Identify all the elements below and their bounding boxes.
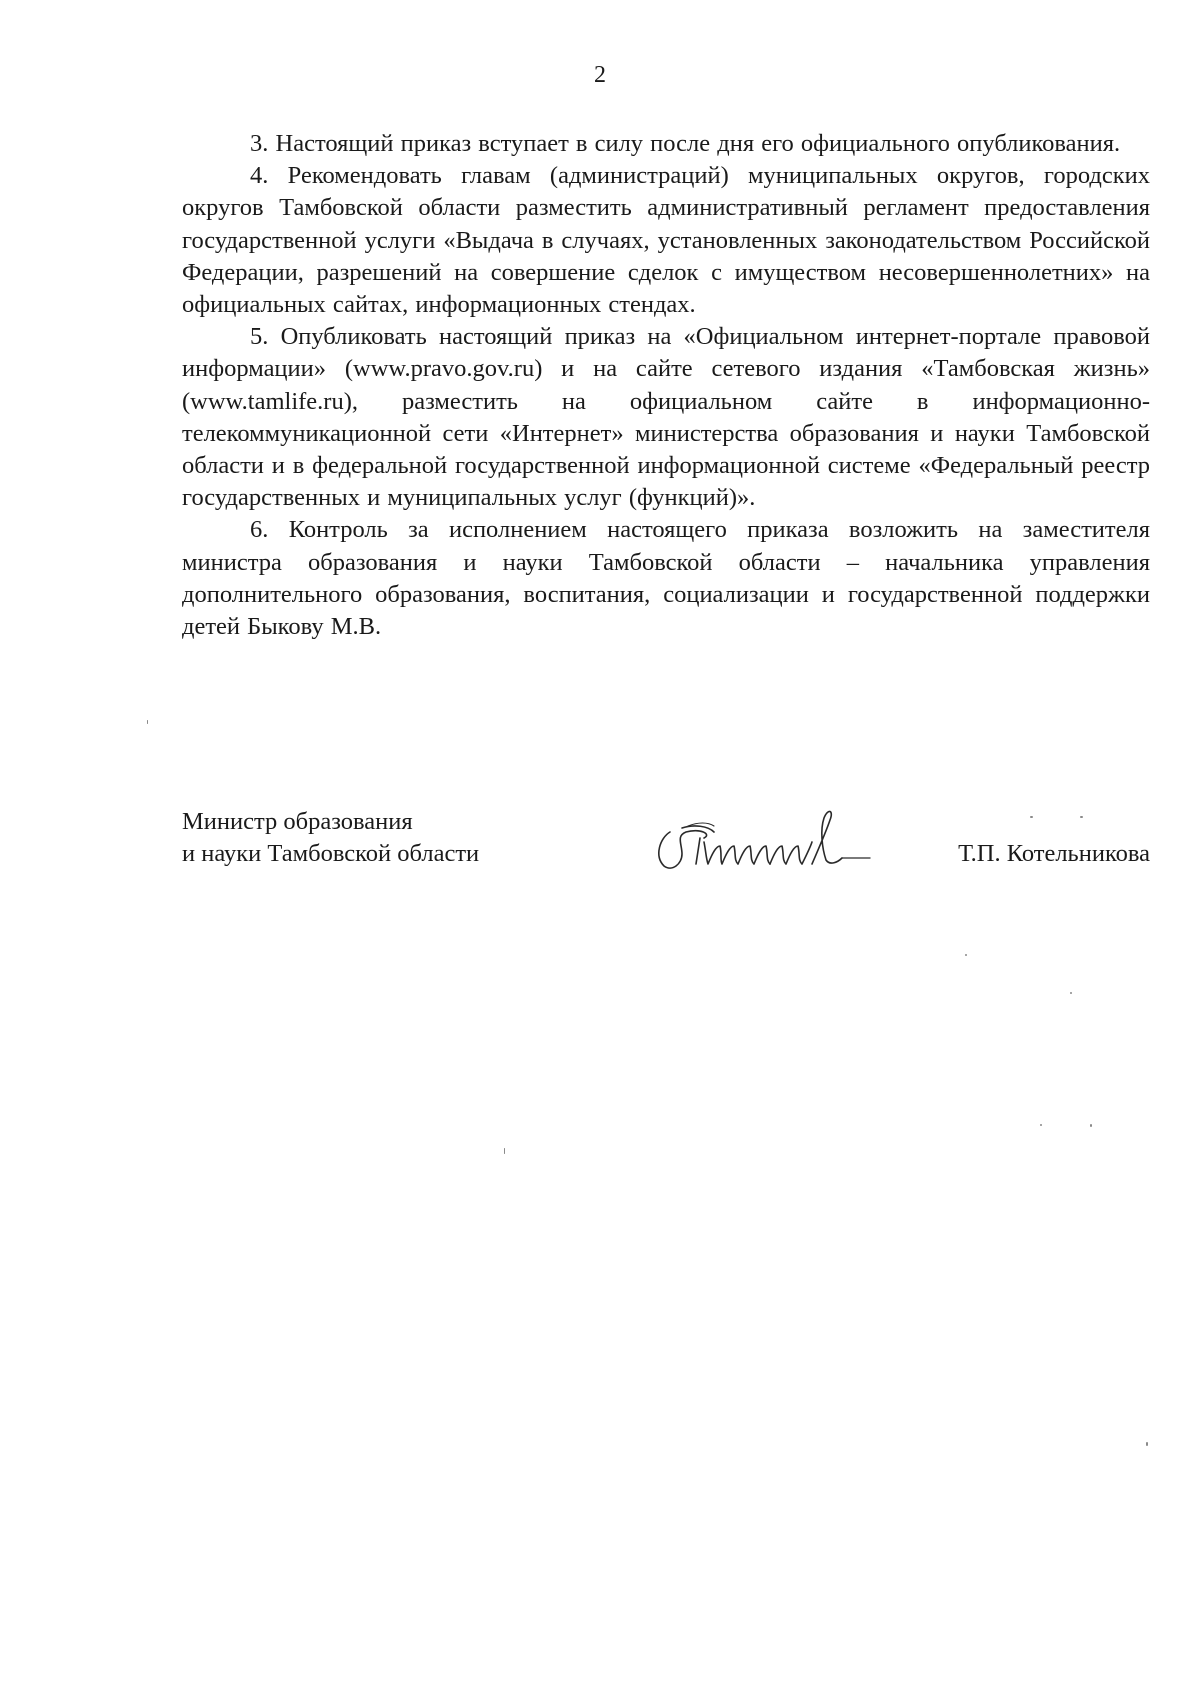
document-body	[182, 128, 1150, 643]
handwritten-signature	[642, 798, 872, 878]
signatory-name: Т.П. Котельникова	[958, 840, 1150, 867]
scan-speck	[504, 1148, 505, 1154]
scan-speck	[147, 720, 148, 724]
paragraph-item-5: 5. Опубликовать настоящий приказ на «Официальном интернет-портале правовой информации» (www.pravo.gov.ru) и на сайте сетевого издания «Тамбовская жизнь» (www.tamlife.ru), разместить на официальном сайте в информационно-телекоммуникационной сети «Интернет» министерства образования и науки Тамбовской области и в федеральной государственной информационной системе «Федеральный реестр государственных и муниципальных услуг (функций)».	[182, 323, 1150, 512]
scan-speck	[1146, 1442, 1148, 1446]
scan-speck	[1090, 1124, 1092, 1127]
scan-speck	[1080, 816, 1083, 818]
signatory-position-line-1: Министр образования	[182, 808, 413, 835]
page-number: 2	[594, 62, 606, 88]
scan-speck	[1030, 816, 1033, 818]
signatory-position-line-2: и науки Тамбовской области	[182, 840, 480, 867]
paragraph-item-4: 4. Рекомендовать главам (администраций) муниципальных округов, городских округов Тамбовской области разместить административный регламент предоставления государственной услуги «Выдача в случаях, установленных законодательством Российской Федерации, разрешений на совершение сделок с имуществом несовершеннолетних» на официальных сайтах, информационных стендах.	[182, 162, 1150, 319]
paragraph-item-6: 6. Контроль за исполнением настоящего приказа возложить на заместителя министра образования и науки Тамбовской области – начальника управления дополнительного образования, воспитания, социализации и государственной поддержки детей Быкову М.В.	[182, 516, 1150, 641]
paragraph-item-3: 3. Настоящий приказ вступает в силу после дня его официального опубликования.	[250, 130, 1121, 157]
scan-speck	[965, 954, 967, 956]
scan-speck	[1040, 1124, 1042, 1126]
signatory-position	[182, 806, 479, 870]
signature-block	[182, 806, 1150, 886]
scan-speck	[1070, 992, 1072, 994]
